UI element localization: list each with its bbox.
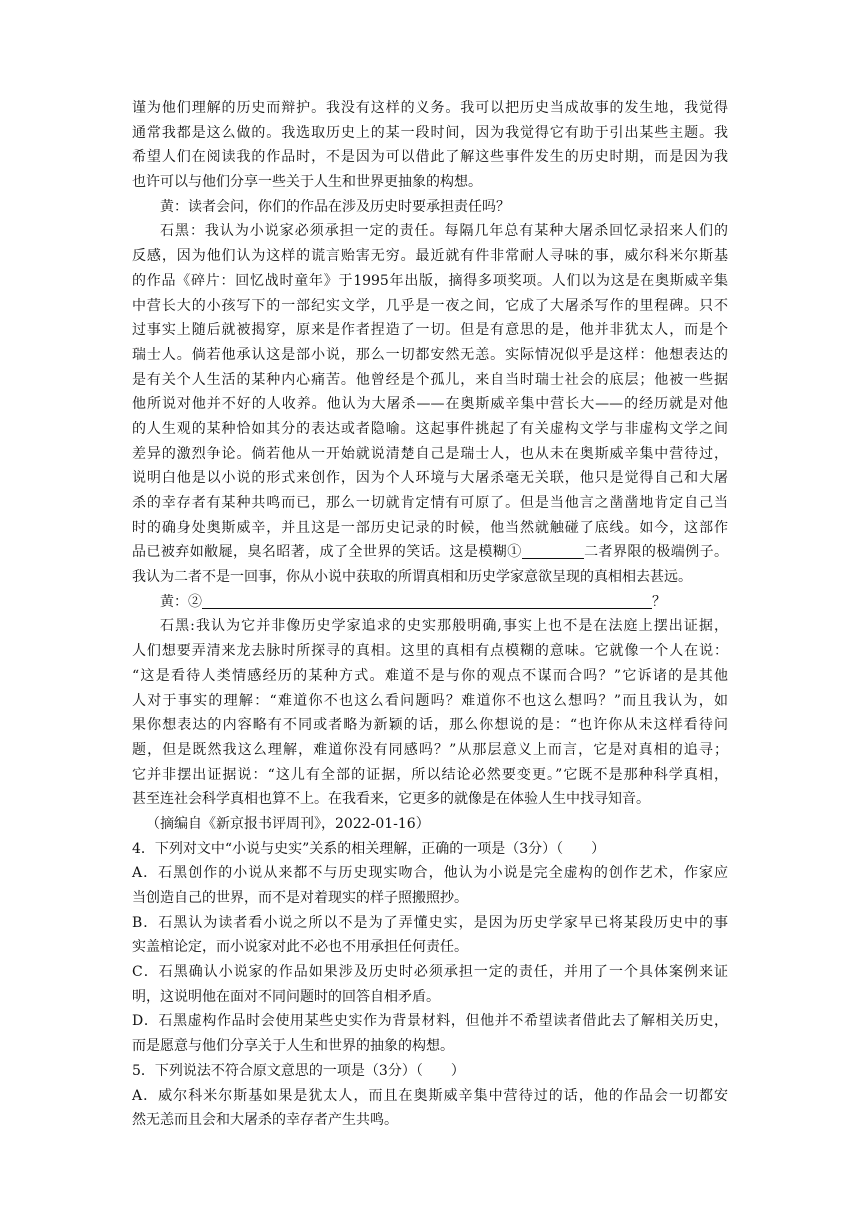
text-line: 的人生观的某种恰如其分的表达或者隐喻。这起事件挑起了有关虚构文学与非虚构文学之间 (132, 420, 728, 437)
text-line: 题，但是既然我这么理解，难道你没有同感吗？”从那层意义上而言，它是对真相的追寻； (132, 741, 728, 758)
source-citation: （摘编自《新京报书评周刊》，2022-01-16） (146, 815, 430, 832)
option-d[interactable] (132, 1009, 728, 1058)
text-line: 希望人们在阅读我的作品时，不是因为可以借此了解这些事件发生的历史时期，而是因为我 (132, 149, 728, 166)
option-text: D．石黑虚构作品时会使用某些史实作为背景材料，但他并不希望读者借此去了解相关历史， (132, 1013, 728, 1030)
option-text: 实盖棺论定，而小说家对此不必也不用承担任何责任。 (132, 939, 468, 956)
question-5 (132, 1059, 728, 1133)
option-a[interactable] (132, 1084, 728, 1133)
text-segment: 黄：② (160, 593, 202, 610)
option-text: 当创造自己的世界，而不是对着现实的样子照搬照抄。 (132, 890, 468, 906)
text-line: 瑞士人。倘若他承认这是部小说，那么一切都安然无恙。实际情况似乎是这样：他想表达的 (132, 346, 728, 363)
text-line: 石黑:我认为它并非像历史学家追求的史实那般明确,事实上也不是在法庭上摆出证据， (160, 618, 728, 635)
passage-paragraph-3 (132, 614, 728, 812)
text-line-with-blank-1 (132, 540, 728, 565)
question-stem: 4．下列对文中“小说与史实”关系的相关理解，正确的一项是（3分）（ ） (132, 840, 606, 857)
option-text: A．威尔科米尔斯基如果是犹太人，而且在奥斯威辛集中营待过的话，他的作品会一切都安 (132, 1087, 728, 1104)
question-stem: 5．下列说法不符合原文意思的一项是（3分）（ ） (132, 1062, 465, 1079)
text-line: 人们想要弄清来龙去脉时所探寻的真相。这里的真相有点模糊的意味。它就像一个人在说： (132, 643, 728, 660)
text-line: 也许可以与他们分享一些关于人生和世界更抽象的构想。 (132, 174, 482, 191)
option-text: 明，这说明他在面对不同问题时的回答自相矛盾。 (132, 988, 440, 1005)
interview-question-huang-2 (132, 590, 728, 615)
text-line: 中营长大的小孩写下的一部纪实文学，几乎是一夜之间，它成了大屠杀写作的里程碑。只不 (132, 297, 728, 314)
option-c[interactable] (132, 960, 728, 1009)
text-line: 杀的幸存者有某种共鸣而已，那么一切就肯定情有可原了。但是当他言之凿凿地肯定自己当 (132, 495, 728, 511)
passage-paragraph-2 (132, 219, 728, 589)
text-line: 人对于事实的理解：“难道你不也这么看问题吗？难道你不也这么想吗？”而且我认为，如 (132, 692, 728, 709)
passage-paragraph-1 (132, 96, 728, 195)
text-segment: ？ (652, 593, 666, 610)
option-text: A．石黑创作的小说从来都不与历史现实吻合，他认为小说是完全虚构的创作艺术，作家应 (132, 865, 728, 882)
text-line: 时的确身处奥斯威辛，并且这是一部历史记录的时候，他当然就触碰了底线。如今，这部作 (132, 519, 728, 536)
text-line: 说明白他是以小说的形式来创作，因为个人环境与大屠杀毫无关联，他只是觉得自己和大屠 (132, 470, 728, 487)
text-line: 是有关个人生活的某种内心痛苦。他曾经是个孤儿，来自当时瑞士社会的底层；他被一些据 (132, 371, 728, 388)
text-line: 它并非摆出证据说：“这儿有全部的证据，所以结论必然要变更。”它既不是那种科学真相， (132, 766, 728, 783)
option-text: 然无恙而且会和大屠杀的幸存者产生共鸣。 (132, 1112, 398, 1129)
fill-blank-1[interactable] (522, 542, 584, 559)
option-text: C．石黑确认小说家的作品如果涉及历史时必须承担一定的责任，并用了一个具体案例来证 (132, 964, 728, 981)
text-line: 差异的激烈争论。倘若他从一开始就说清楚自己是瑞士人，也从未在奥斯威辛集中营待过， (132, 445, 728, 462)
text-line: 果你想表达的内容略有不同或者略为新颖的话，那么你想说的是：“也许你从未这样看待问 (132, 717, 728, 734)
option-a[interactable] (132, 861, 728, 910)
question-4 (132, 837, 728, 1059)
fill-blank-2[interactable] (202, 592, 652, 609)
text-line: 他所说对他并不好的人收养。他认为大屠杀——在奥斯威辛集中营长大——的经历就是对他 (132, 396, 728, 413)
text-line: 石黑：我认为小说家必须承担一定的责任。每隔几年总有某种大屠杀回忆录招来人们的 (160, 223, 728, 240)
text-line: 谨为他们理解的历史而辩护。我没有这样的义务。我可以把历史当成故事的发生地，我觉得 (132, 100, 728, 116)
text-line: “这是看待人类情感经历的某种方式。难道不是与你的观点不谋而合吗？”它诉诸的是其他 (132, 667, 728, 684)
text-segment: 品已被弃如敝屣，臭名昭著，成了全世界的笑话。这是模糊① (132, 544, 522, 561)
text-line: 反感，因为他们认为这样的谎言贻害无穷。最近就有件非常耐人寻味的事，威尔科米尔斯基 (132, 248, 728, 265)
text-line: 通常我都是这么做的。我选取历史上的某一段时间，因为我觉得它有助于引出某些主题。我 (132, 124, 728, 141)
option-text: 而是愿意与他们分享关于人生和世界的抽象的构想。 (132, 1038, 454, 1055)
text-line: 过事实上随后就被揭穿，原来是作者捏造了一切。但是有意思的是，他并非犹太人，而是个 (132, 322, 728, 339)
text-line: 我认为二者不是一回事，你从小说中获取的所谓真相和历史学家意欲呈现的真相相去甚远。 (132, 569, 692, 586)
option-b[interactable] (132, 911, 728, 960)
exam-page (132, 96, 728, 1133)
text-segment: 二者界限的极端例子。 (583, 544, 729, 561)
option-text: B．石黑认为读者看小说之所以不是为了弄懂史实，是因为历史学家早已将某段历史中的事 (132, 914, 728, 931)
text-line: 甚至连社会科学真相也算不上。在我看来，它更多的就像是在体验人生中找寻知音。 (132, 791, 650, 808)
text-line: 的作品《碎片：回忆战时童年》于1995年出版，摘得多项奖项。人们以为这是在奥斯威辛集 (132, 272, 728, 289)
interview-question-huang-1: 黄：读者会问，你们的作品在涉及历史时要承担责任吗？ (160, 198, 510, 215)
